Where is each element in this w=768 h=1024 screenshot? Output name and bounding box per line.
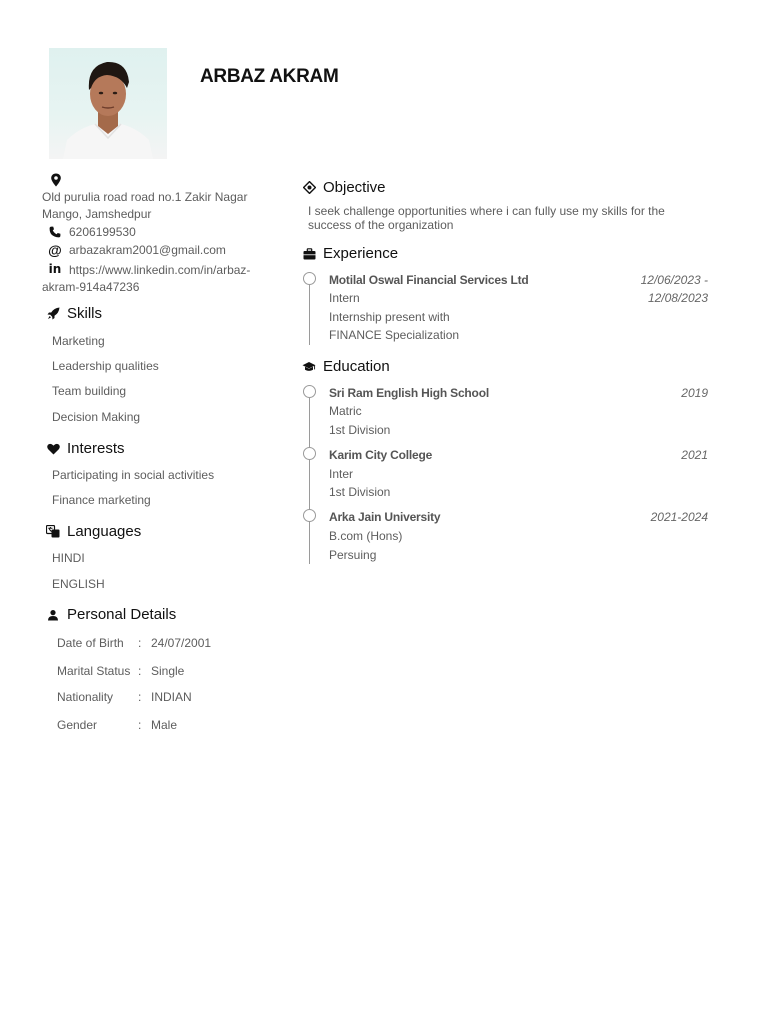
objective-text: I seek challenge opportunities where i can fully use my skills for the success of the organization	[308, 204, 665, 232]
experience-timeline-line	[309, 285, 310, 345]
languages-heading	[46, 523, 141, 540]
timeline-dot	[303, 509, 316, 522]
interests-heading	[46, 440, 125, 457]
experience-role: Intern	[329, 291, 360, 305]
target-icon	[302, 181, 316, 195]
language-icon	[46, 525, 60, 539]
phone-number[interactable]: 6206199530	[69, 225, 136, 239]
candidate-name: ARBAZ AKRAM	[200, 66, 339, 87]
skill-item: Leadership qualities	[52, 359, 159, 373]
email-address[interactable]: arbazakram2001@gmail.com	[69, 243, 226, 257]
language-item: HINDI	[52, 551, 85, 565]
skills-title: Skills	[67, 305, 103, 322]
gender-separator: :	[138, 718, 142, 732]
experience-org: Motilal Oswal Financial Services Ltd	[329, 273, 529, 287]
nationality-label: Nationality	[57, 690, 114, 704]
education-org: Karim City College	[329, 448, 433, 462]
interests-title: Interests	[67, 440, 125, 457]
interest-item: Participating in social activities	[52, 468, 215, 482]
skill-item: Team building	[52, 384, 127, 398]
experience-detail: Internship present with	[329, 310, 450, 324]
timeline-dot	[303, 272, 316, 285]
skill-item: Decision Making	[52, 410, 141, 424]
experience-detail: FINANCE Specialization	[329, 328, 460, 342]
gender-value: Male	[151, 718, 178, 732]
languages-title: Languages	[67, 523, 142, 540]
timeline-dot	[303, 447, 316, 460]
experience-date-end: 12/08/2023	[647, 291, 708, 305]
email-row	[48, 242, 226, 258]
nationality-value: INDIAN	[151, 690, 192, 704]
personal-details-title: Personal Details	[67, 606, 177, 623]
graduation-cap-icon	[302, 360, 316, 374]
heart-icon	[46, 442, 60, 456]
experience-heading	[302, 245, 398, 262]
skill-item: Marketing	[52, 334, 105, 348]
linkedin-url[interactable]: https://www.linkedin.com/in/arbaz-akram-914a47236	[42, 263, 251, 294]
dob-value: 24/07/2001	[151, 636, 212, 650]
experience-title: Experience	[323, 245, 399, 262]
phone-row	[48, 224, 136, 240]
education-degree: Matric	[329, 404, 362, 418]
at-sign-icon: @	[48, 242, 62, 258]
experience-date-start: 12/06/2023 -	[640, 273, 708, 287]
language-item: ENGLISH	[52, 577, 105, 591]
education-heading	[302, 358, 390, 375]
education-result: 1st Division	[329, 485, 391, 499]
gender-label: Gender	[57, 718, 98, 732]
education-result: 1st Division	[329, 423, 391, 437]
linkedin-icon: in	[48, 262, 62, 276]
marital-status-label: Marital Status	[57, 664, 131, 678]
briefcase-icon	[302, 247, 316, 261]
objective-title: Objective	[323, 179, 386, 196]
personal-details-heading	[46, 606, 176, 623]
interest-item: Finance marketing	[52, 493, 151, 507]
objective-heading	[302, 179, 386, 196]
education-date: 2021	[681, 448, 708, 462]
marital-status-value: Single	[151, 664, 185, 678]
profile-photo	[49, 48, 167, 159]
dob-separator: :	[138, 636, 142, 650]
education-date: 2019	[681, 386, 708, 400]
skills-heading	[46, 305, 102, 322]
phone-icon	[48, 225, 62, 239]
user-icon	[46, 608, 60, 622]
education-result: Persuing	[329, 548, 377, 562]
nationality-separator: :	[138, 690, 142, 704]
education-timeline-line	[309, 398, 310, 564]
education-org: Sri Ram English High School	[329, 386, 489, 400]
education-title: Education	[323, 358, 390, 375]
education-date: 2021-2024	[650, 510, 708, 524]
location-pin-icon	[50, 173, 62, 187]
education-degree: Inter	[329, 467, 354, 481]
marital-status-separator: :	[138, 664, 142, 678]
address-text: Old purulia road road no.1 Zakir Nagar Mango, Jamshedpur	[42, 190, 248, 221]
education-org: Arka Jain University	[329, 510, 441, 524]
dob-label: Date of Birth	[57, 636, 124, 650]
education-degree: B.com (Hons)	[329, 529, 403, 543]
timeline-dot	[303, 385, 316, 398]
rocket-icon	[46, 307, 60, 321]
